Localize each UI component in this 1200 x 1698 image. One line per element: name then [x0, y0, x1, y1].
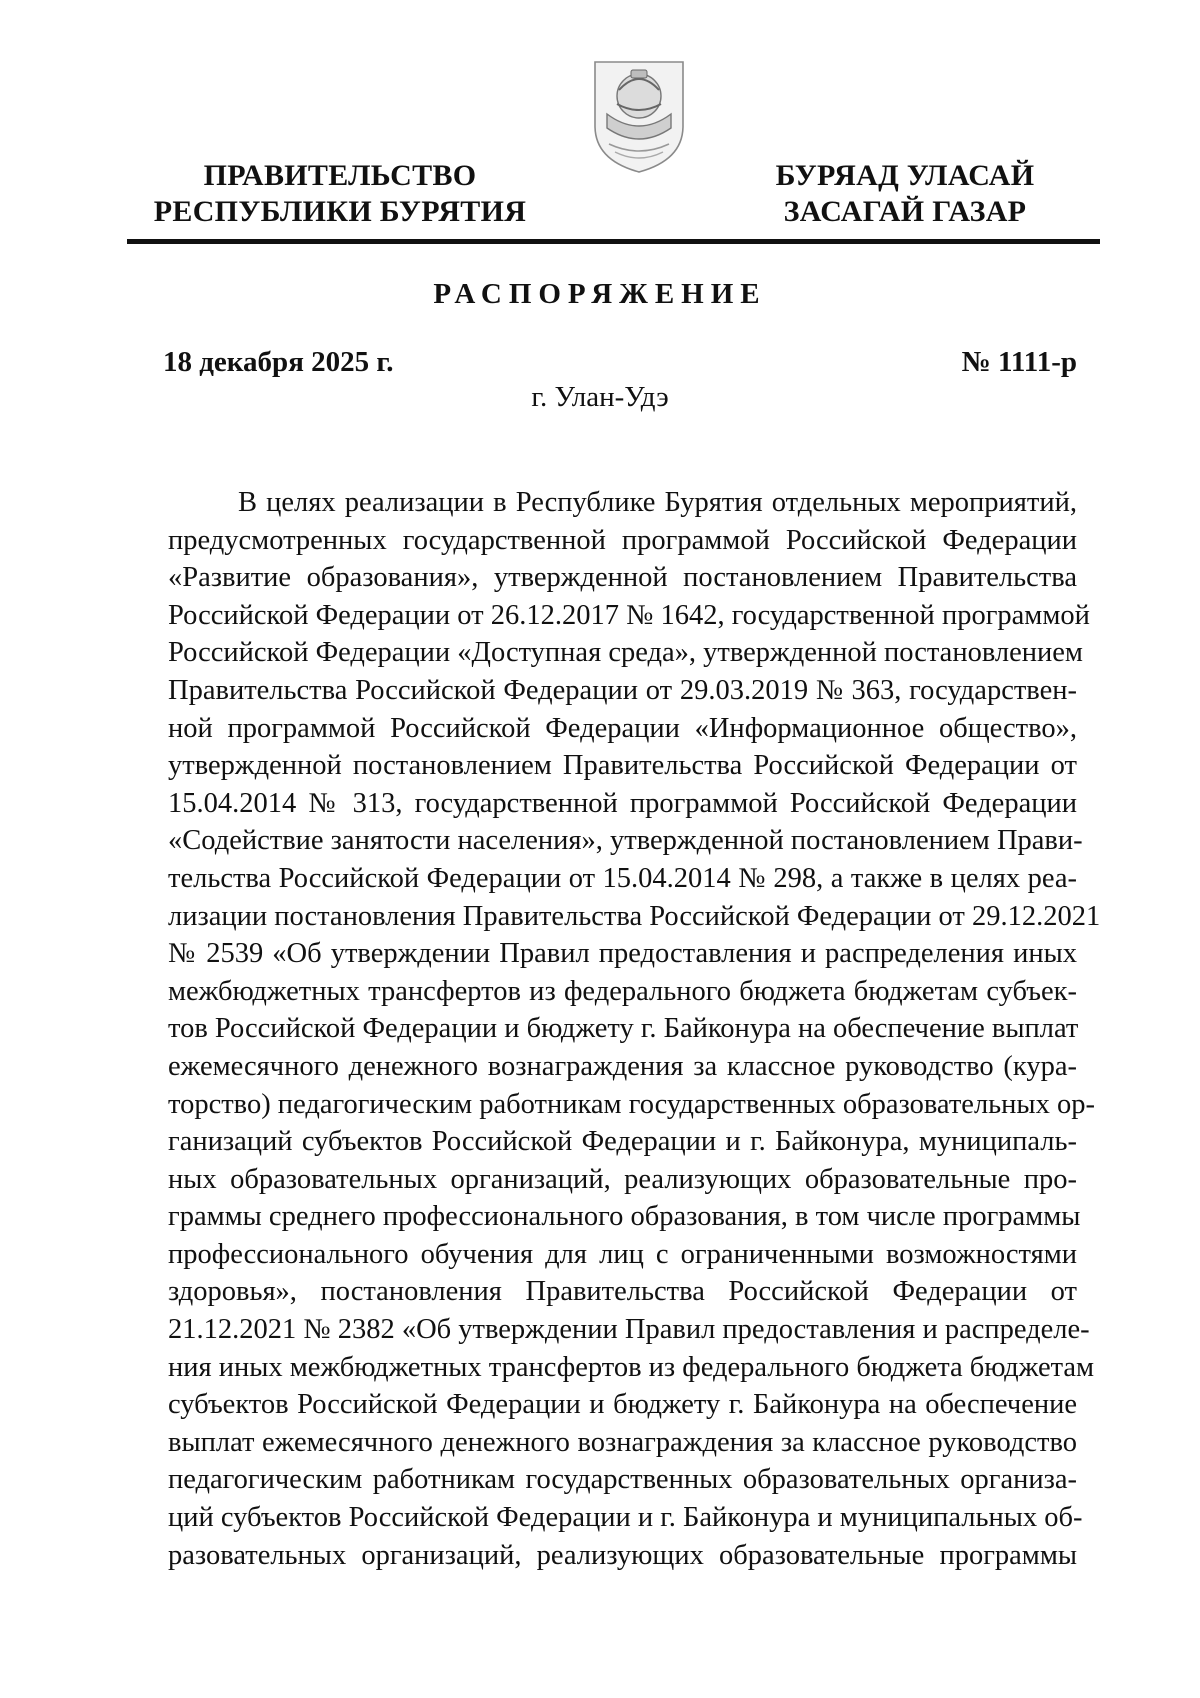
body-line: ганизаций субъектов Российской Федерации и г. Байконура, муниципаль- [168, 1126, 1077, 1158]
document-number: № 1111-р [961, 346, 1077, 378]
body-line: № 2539 «Об утверждении Правил предоставления и распределения иных [168, 938, 1077, 970]
body-line: межбюджетных трансфертов из федерального бюджета бюджетам субъек- [168, 975, 1077, 1007]
body-line: тов Российской Федерации и бюджету г. Байконура на обеспечение выплат [168, 1013, 1079, 1045]
body-line: выплат ежемесячного денежного вознаграждения за классное руководство [168, 1426, 1077, 1458]
body-line: тельства Российской Федерации от 15.04.2014 № 298, а также в целях реа- [168, 862, 1077, 894]
body-line: 15.04.2014 № 313, государственной программой Российской Федерации [168, 787, 1077, 819]
body-line: ежемесячного денежного вознаграждения за классное руководство (кура- [168, 1050, 1077, 1082]
body-line: утвержденной постановлением Правительства Российской Федерации от [168, 750, 1077, 782]
body-line: Российской Федерации «Доступная среда», утвержденной постановлением [168, 637, 1083, 669]
body-line: субъектов Российской Федерации и бюджету г. Байконура на обеспечение [168, 1389, 1077, 1421]
body-line: лизации постановления Правительства Российской Федерации от 29.12.2021 [168, 900, 1101, 932]
document-date: 18 декабря 2025 г. [163, 346, 394, 378]
org-name-russian [150, 158, 530, 230]
org-name-russian-line1: ПРАВИТЕЛЬСТВО [203, 159, 477, 192]
body-line: здоровья», постановления Правительства Российской Федерации от [168, 1276, 1077, 1308]
body-line: ных образовательных организаций, реализующих образовательные про- [168, 1163, 1077, 1195]
org-name-buryat-line2: ЗАСАГАЙ ГАЗАР [783, 195, 1027, 228]
body-line: торство) педагогическим работникам государственных образовательных ор- [168, 1088, 1095, 1120]
body-line: В целях реализации в Республике Бурятия отдельных мероприятий, [238, 487, 1077, 518]
body-line: педагогическим работникам государственных образовательных организа- [168, 1464, 1077, 1496]
org-name-buryat [740, 158, 1070, 230]
body-line: «Развитие образования», утвержденной постановлением Правительства [168, 562, 1077, 594]
body-line: Российской Федерации от 26.12.2017 № 1642, государственной программой [168, 599, 1090, 631]
body-line: предусмотренных государственной программой Российской Федерации [168, 524, 1077, 556]
body-line: 21.12.2021 № 2382 «Об утверждении Правил предоставления и распределе- [168, 1314, 1090, 1346]
body-line: ций субъектов Российской Федерации и г. Байконура и муниципальных об- [168, 1502, 1083, 1534]
org-name-russian-line2: РЕСПУБЛИКИ БУРЯТИЯ [153, 195, 527, 228]
body-line: профессионального обучения для лиц с ограниченными возможностями [168, 1238, 1077, 1270]
document-body [168, 484, 1101, 1574]
body-line: ния иных межбюджетных трансфертов из федерального бюджета бюджетам [168, 1351, 1095, 1383]
body-line: Правительства Российской Федерации от 29.03.2019 № 363, государствен- [168, 674, 1077, 706]
buryatia-coat-of-arms-icon [589, 56, 689, 176]
body-line: «Содействие занятости населения», утвержденной постановлением Прави- [168, 825, 1083, 857]
document-place: г. Улан-Удэ [531, 381, 669, 413]
body-line: граммы среднего профессионального образования, в том числе программы [168, 1201, 1081, 1233]
org-name-buryat-line1: БУРЯАД УЛАСАЙ [775, 159, 1035, 192]
body-line: ной программой Российской Федерации «Информационное общество», [168, 712, 1077, 744]
header-divider [127, 239, 1100, 244]
document-type-title: РАСПОРЯЖЕНИЕ [433, 278, 767, 310]
body-line: разовательных организаций, реализующих образовательные программы [168, 1539, 1077, 1571]
